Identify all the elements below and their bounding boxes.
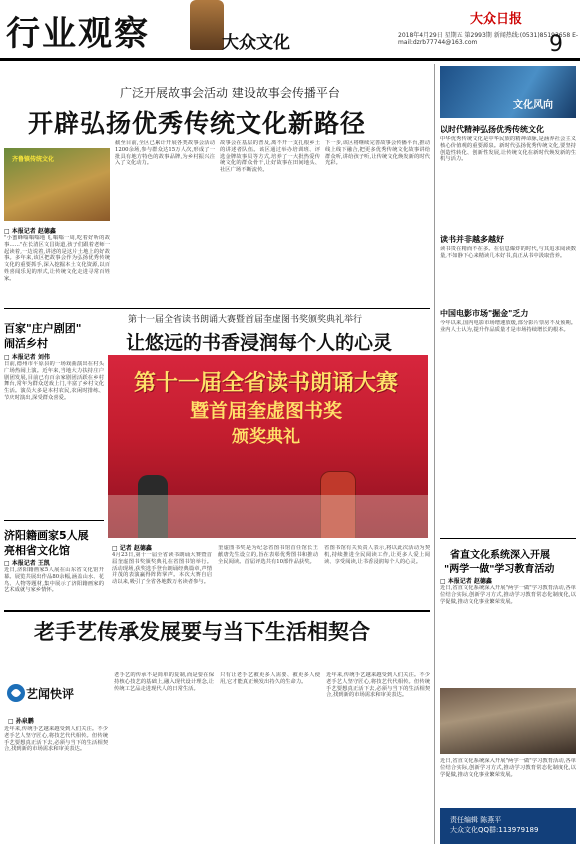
page-number: 9	[549, 32, 563, 57]
footer-line-qq: 大众文化QQ群:113979189	[450, 826, 539, 834]
feature-banner-line3: 颁奖典礼	[232, 427, 300, 447]
bottom-text-a: 近年来,传统手艺越来越受到人们关注。不少老手艺人坚守匠心,将技艺代代相传。但传统手艺要想真正活下去,必须与当下的生活相契合,找到新的市场需求和审美表达。	[4, 726, 108, 753]
lead-body-d: 下一步,该区将继续完善故事会传播平台,推动线上线下融合,把更多优秀传统文化故事讲给群众听,讲给孩子听,让传统文化焕发新的时代光彩。	[325, 140, 430, 167]
paper-meta: 2018年4月29日 星期五 第2993期 新闻热线:(0531)85193658 E-mail:dzrb77744@163.com	[398, 32, 579, 46]
feature-banner-line1: 第十一届全省读书朗诵大赛	[133, 371, 398, 396]
sidebar-item1-head: 以时代精神弘扬优秀传统文化	[440, 125, 544, 134]
left-head-b: 济阳籍画家5人展	[4, 529, 89, 542]
sidebar-item1-text: 中华优秀传统文化是中华民族的精神命脉,是涵养社会主义核心价值观的重要源泉。新时代弘扬优秀传统文化,要坚持创造性转化、创新性发展,让传统文化在新时代焕发新的生机与活力。	[440, 136, 576, 163]
footer-line-editor: 责任编辑 陈燕平	[450, 816, 502, 824]
feature-text-c: 省图书馆有关负责人表示,将以此次活动为契机,持续推进全民阅读工作,让更多人爱上阅读、享受阅读,让书香浸润每个人的心灵。	[324, 545, 430, 565]
left-head-a2: 闹活乡村	[4, 337, 48, 350]
feature-text-a: 4月23日,第十一届全省读书朗诵大赛暨首届奎虚图书奖颁奖典礼在省图书馆举行。活动现场,获奖选手登台朗诵经典篇章,声情并茂的表演赢得阵阵掌声。本次大赛自启动以来,吸引了全省各地数万名读者参与。	[112, 552, 212, 586]
paper-logo: 大众日报	[470, 12, 523, 27]
left-text-a: 日前,德州市平原县的一场戏曲演出在村头广场热闹上演。近年来,当地大力扶持庄户剧团发展,目前已有百余家剧团活跃在乡村舞台,常年为群众送戏上门,丰富了乡村文化生活。演员大多是本村农民,农闲时排练、节庆时演出,深受群众喜爱。	[4, 361, 104, 401]
bottom-text-b: 老手艺的传承不是简单的复制,而是要在保持核心技艺的基础上,融入现代设计理念,让传统工艺品走进现代人的日常生活。	[114, 672, 214, 692]
lead-body-a: "小蜜蜂嗡嗡嗡地飞,嗡嗡一周,吃着好听的故事……"在长清区文昌街道,孩子们跟着老师一起读着,一边说着,讲述的是这片土地上的好故事。多年来,该区把故事会作为弘扬优秀传统文化的重要抓手,深入挖掘本土文化资源,以百姓喜闻乐见的形式,让传统文化走进寻常百姓家。	[4, 235, 110, 282]
sidebar-item3-head: 中国电影市场"掘金"乏力	[440, 309, 529, 318]
section-title: 行业观察	[6, 14, 150, 54]
column-label: 艺闻快评	[26, 687, 75, 701]
bottom-text-c: 只有让老手艺被更多人需要、被更多人使用,它才能真正焕发出持久的生命力。	[220, 672, 320, 685]
feature-text-b: 奎虚图书奖是为纪念省图书馆首任馆长王献唐先生设立的,旨在表彰优秀图书和推动全民阅读。首届评选共有10部作品获奖。	[218, 545, 318, 565]
sidebar-item2-text: 读书贵在精而不在多。在信息爆炸的时代,与其追求阅读数量,不如静下心来精读几本好书,真正从书中汲取营养。	[440, 246, 576, 259]
bottom-headline: 老手艺传承发展要与当下生活相契合	[34, 620, 370, 644]
left-head-b2: 亮相省文化馆	[4, 544, 70, 557]
sidebar-photo	[440, 66, 576, 118]
feature-headline: 让悠远的书香浸润每个人的心灵	[126, 332, 393, 354]
sidebar-item4-head: 省直文化系统深入开展	[450, 550, 550, 561]
sidebar-title: 文化风向	[513, 100, 553, 111]
footer-editor	[450, 815, 538, 835]
divider	[4, 610, 430, 612]
left-byline-b: □ 本报记者 王凯	[4, 560, 50, 567]
bottom-text-d: 近年来,传统手艺越来越受到人们关注。不少老手艺人坚守匠心,将技艺代代相传。但传统手艺要想真正活下去,必须与当下的生活相契合,找到新的市场需求和审美表达。	[326, 672, 430, 699]
divider	[440, 538, 576, 539]
photo-stage	[108, 495, 428, 538]
lead-body-b: 截至目前,全区已累计开展各类故事会活动1200余场,参与群众达15万人次,形成了一批具有地方特色的故事品牌,为乡村振兴注入了文化动力。	[115, 140, 215, 167]
sidebar-divider	[434, 64, 435, 844]
lead-body-c: 故事会在基层的普及,离不开一支扎根乡土的讲述者队伍。该区通过举办培训班、评选金牌故事员等方式,培养了一大批热爱传统文化的群众骨干,让好故事在田间地头、社区广场不断流传。	[220, 140, 320, 174]
section-subtitle: 大众文化	[222, 33, 290, 53]
masthead-rule	[0, 58, 580, 61]
lead-photo-label: 齐鲁镇传统文化	[12, 156, 55, 163]
left-byline-a: □ 本报记者 刘伟	[4, 354, 50, 361]
divider	[4, 520, 104, 521]
lead-byline: □ 本报记者 赵德鑫	[4, 228, 56, 235]
sidebar-item4-byline: □ 本报记者 赵德鑫	[440, 578, 492, 585]
masthead-portrait	[190, 0, 224, 50]
sidebar-item4-text: 近日,省直文化系统深入开展"两学一做"学习教育活动,各单位结合实际,创新学习方式,推动学习教育常态化制度化,以学促做,推动文化事业繁荣发展。	[440, 585, 576, 605]
sidebar-item2-head: 读书并非越多越好	[440, 235, 504, 244]
sidebar-item4-head2: "两学一做"学习教育活动	[444, 564, 555, 575]
bottom-byline: □ 孙泉鹏	[8, 718, 34, 725]
sidebar-item3-text: 今年以来,国内电影市场增速放缓,部分影片票房不及预期。业内人士认为,提升作品质量才是市场持续增长的根本。	[440, 320, 576, 333]
feature-banner-line2: 暨首届奎虚图书奖	[189, 400, 342, 422]
left-text-b: 近日,济阳籍画家5人展在山东省文化馆开幕。展览共展出作品80余幅,涵盖山水、花鸟、人物等题材,集中展示了济阳籍画家的艺术成就与家乡情怀。	[4, 567, 104, 594]
sidebar-photo-caption: 近日,省直文化系统深入开展"两学一做"学习教育活动,各单位结合实际,创新学习方式,推动学习教育常态化制度化,以学促做,推动文化事业繁荣发展。	[440, 758, 576, 778]
feature-kicker: 第十一届全省读书朗诵大赛暨首届奎虚图书奖颁奖典礼举行	[128, 315, 363, 325]
lead-headline: 开辟弘扬优秀传统文化新路径	[28, 109, 367, 138]
divider	[4, 308, 430, 309]
sidebar-photo-2	[440, 688, 576, 754]
lead-kicker: 广泛开展故事会活动 建设故事会传播平台	[120, 86, 340, 100]
left-head-a: 百家"庄户剧团"	[4, 322, 82, 335]
feature-byline: □ 记者 赵德鑫	[112, 545, 152, 552]
